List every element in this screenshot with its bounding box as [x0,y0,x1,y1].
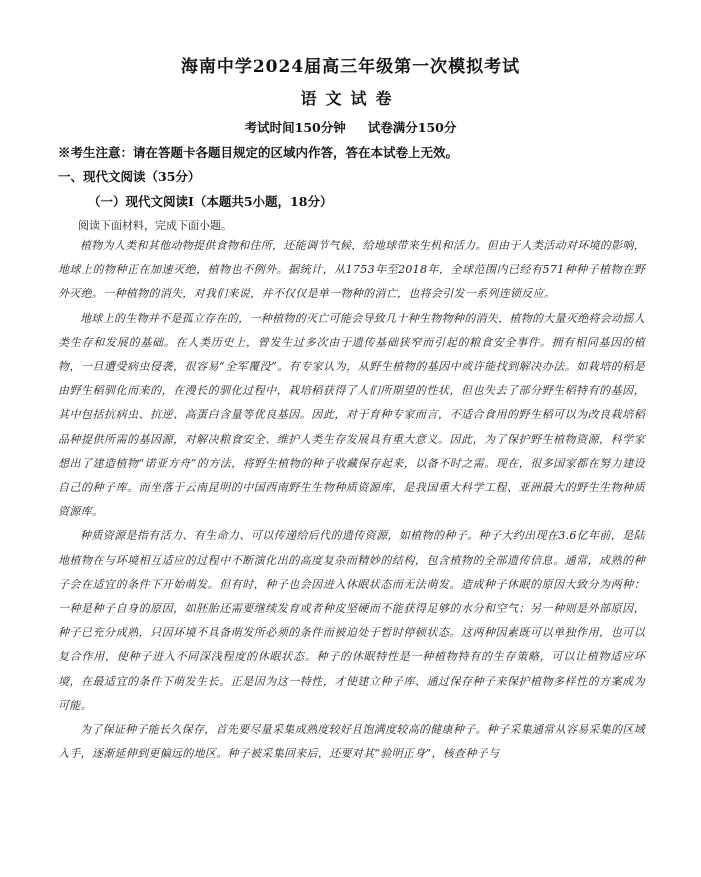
section-title: 一、现代文阅读（35分） [58,169,201,184]
reading-instruction: 阅读下面材料，完成下面小题。 [78,219,232,232]
candidate-notice: ※考生注意：请在答题卡各题目规定的区域内作答，答在本试卷上无效。 [58,145,459,160]
exam-info [0,118,701,136]
passage-paragraph: 种质资源是指有活力、有生命力、可以传递给后代的遗传资源，如植物的种子。种子大约出现在3.6亿年前，是陆地植物在与环境相互适应的过程中不断演化出的高度复杂而精妙的结构，包含植物的全部遗传信息。通常，成熟的种子会在适宜的条件下开始萌发。但有时，种子也会因进入休眠状态而无法萌发。造成种子休眠的原因大致分为两种：一种是种子自身的原因，如胚胎还需要继续发育或者种皮坚硬而不能获得足够的水分和空气；另一种则是外部原因，种子已充分成熟，只因环境不具备萌发所必须的条件而被迫处于暂时停顿状态。这两种因素既可以单独作用，也可以复合作用，使种子进入不同深浅程度的休眠状态。种子的休眠特性是一种植物特有的生存策略，可以让植物适应环境，在最适宜的条件下萌发生长。正是因为这一特性，才使建立种子库、通过保存种子来保护植物多样性的方案成为可能。 [58,529,645,712]
passage-paragraph: 为了保证种子能长久保存，首先要尽量采集成熟度较好且饱满度较高的健康种子。种子采集通常从容易采集的区域入手，逐渐延伸到更偏远的地区。种子被采集回来后，还要对其“验明正身”，核查种子与 [58,723,645,761]
passage-paragraph: 植物为人类和其他动物提供食物和住所，还能调节气候，给地球带来生机和活力。但由于人类活动对环境的影响，地球上的物种正在加速灭绝，植物也不例外。据统计，从1753年至2018年，全球范围内已经有571种种子植物在野外灭绝。一种植物的消失，对我们来说，并不仅仅是单一物种的消亡，也将会引发一系列连锁反应。 [58,239,645,301]
subsection-title: （一）现代文阅读I（本题共5小题，18分） [88,194,333,209]
passage-paragraph: 地球上的生物并不是孤立存在的，一种植物的灭亡可能会导致几十种生物物种的消失，植物的大量灭绝将会动摇人类生存和发展的基础。在人类历史上，曾发生过多次由于遗传基础狭窄而引起的粮食安全事件。拥有相同基因的植物，一旦遭受病虫侵袭，很容易“全军覆没”。有专家认为，从野生植物的基因中或许能找到解决办法。如栽培的稻是由野生稻驯化而来的，在漫长的驯化过程中，栽培稻获得了人们所期望的性状，但也失去了部分野生稻特有的基因，其中包括抗病虫、抗逆、高蛋白含量等优良基因。因此，对于育种专家而言，不适合食用的野生稻可以为改良栽培稻品种提供所需的基因源，对解决粮食安全、维护人类生存发展具有重大意义。因此，为了保护野生植物资源，科学家想出了建造植物“诺亚方舟”的方法，将野生植物的种子收藏保存起来，以备不时之需。现在，很多国家都在努力建设自己的种子库。而坐落于云南昆明的中国西南野生生物种质资源库，是我国重大科学工程、亚洲最大的野生生物种质资源库。 [58,311,645,519]
exam-title: 海南中学2024届高三年级第一次模拟考试 [180,57,521,77]
exam-time: 考试时间150分钟 [244,120,346,135]
full-score: 试卷满分150分 [367,120,457,135]
reading-passage [58,234,645,766]
exam-subtitle: 语文试卷 [300,89,401,108]
